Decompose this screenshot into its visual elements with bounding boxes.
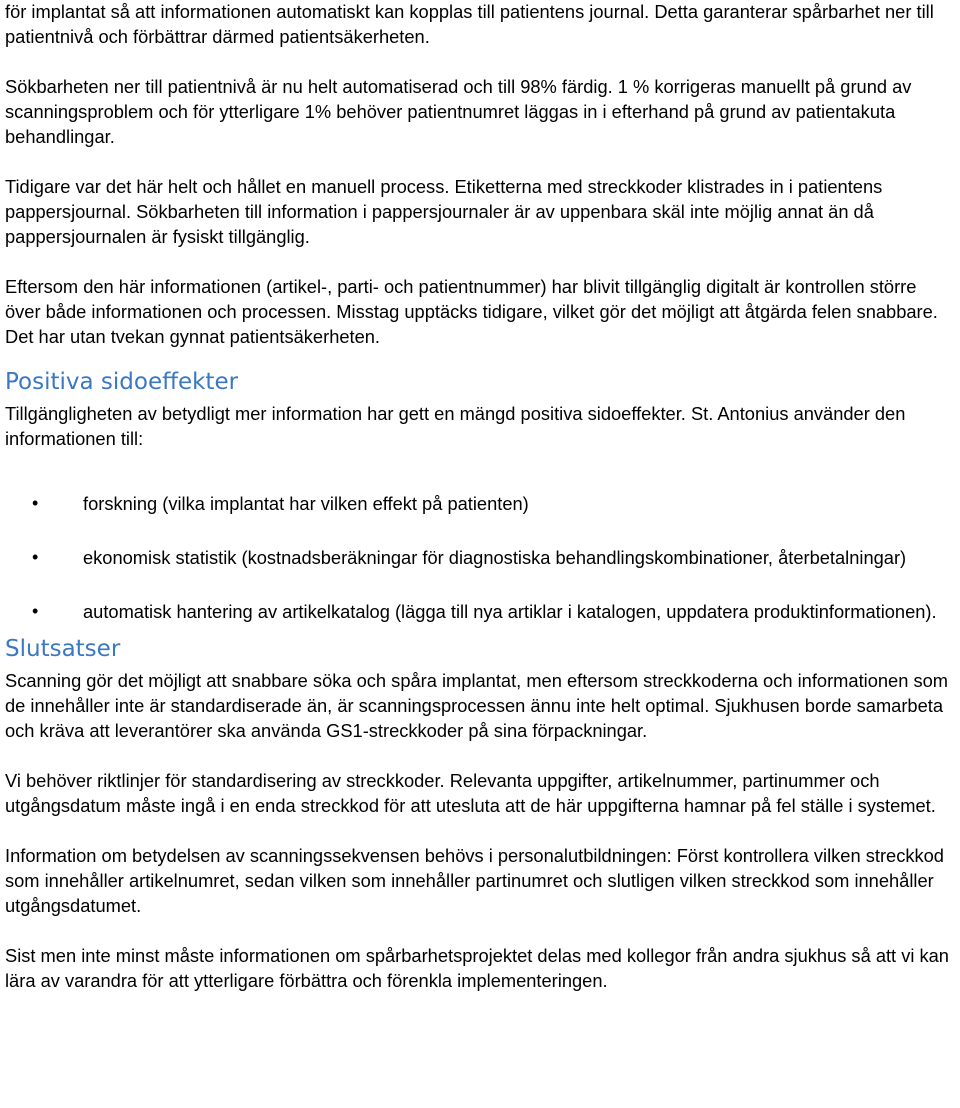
paragraph-sokbarhet: Sökbarheten ner till patientnivå är nu helt automatiserad och till 98% färdig. 1 % korrigeras manuellt på grund av scanningsproblem och för ytterligare 1% behöver patientnumret läggas in i efterhand på grund av patientakuta behandlingar.: [5, 76, 912, 147]
paragraph-eftersom: Eftersom den här informationen (artikel-, parti- och patientnummer) har blivit tillgänglig digitalt är kontrollen större över både informationen och processen. Misstag upptäcks tidigare, vilket gör det möjligt att åtgärda felen snabbare. Det har utan tvekan gynnat patientsäkerheten.: [5, 276, 938, 347]
list-item: [5, 599, 955, 624]
bullet-icon: •: [32, 493, 39, 513]
document-page: [5, 0, 955, 993]
intro-paragraph: för implantat så att informationen automatiskt kan kopplas till patientens journal. Detta garanterar spårbarhet ner till patientnivå och förbättrar därmed patientsäkerheten.: [5, 1, 934, 47]
list-item-text: ekonomisk statistik (kostnadsberäkningar för diagnostiska behandlingskombinationer, återbetalningar): [83, 547, 907, 568]
section-heading-positiva: Positiva sidoeffekter: [5, 369, 239, 395]
paragraph-sist: Sist men inte minst måste informationen om spårbarhetsprojektet delas med kollegor från andra sjukhus så att vi kan lära av varandra för att ytterligare förbättra och förenkla implementeringen.: [5, 945, 949, 991]
list-item-text: forskning (vilka implantat har vilken effekt på patienten): [83, 493, 529, 514]
list-item: [5, 545, 955, 570]
paragraph-scanning: Scanning gör det möjligt att snabbare söka och spåra implantat, men eftersom streckkoderna och informationen som de innehåller inte är standardiserade än, är scanningsprocessen ännu inte helt optimal. Sjukhusen borde samarbeta och kräva att leverantörer ska använda GS1-streckkoder på sina förpackningar.: [5, 670, 948, 741]
paragraph-information: Information om betydelsen av scanningssekvensen behövs i personalutbildningen: Först kontrollera vilken streckkod som innehåller artikelnumret, sedan vilken som innehåller partinumret och slutligen vilken streckkod som innehåller utgångsdatumet.: [5, 845, 944, 916]
section-heading-slutsatser: Slutsatser: [5, 636, 121, 662]
paragraph-riktlinjer: Vi behöver riktlinjer för standardisering av streckkoder. Relevanta uppgifter, artikelnummer, partinummer och utgångsdatum måste ingå i en enda streckkod för att utesluta att de här uppgifterna hamnar på fel ställe i systemet.: [5, 770, 936, 816]
bullet-list: [5, 491, 955, 624]
list-item: [5, 491, 955, 516]
bullet-icon: •: [32, 547, 39, 567]
list-item-text: automatisk hantering av artikelkatalog (lägga till nya artiklar i katalogen, uppdatera produktinformationen).: [83, 601, 937, 622]
section-intro-positiva: Tillgängligheten av betydligt mer information har gett en mängd positiva sidoeffekter. St. Antonius använder den informationen till:: [5, 403, 906, 449]
paragraph-tidigare: Tidigare var det här helt och hållet en manuell process. Etiketterna med streckkoder klistrades in i patientens pappersjournal. Sökbarheten till information i pappersjournaler är av uppenbara skäl inte möjlig annat än då pappersjournalen är fysiskt tillgänglig.: [5, 176, 883, 247]
bullet-icon: •: [32, 601, 39, 621]
